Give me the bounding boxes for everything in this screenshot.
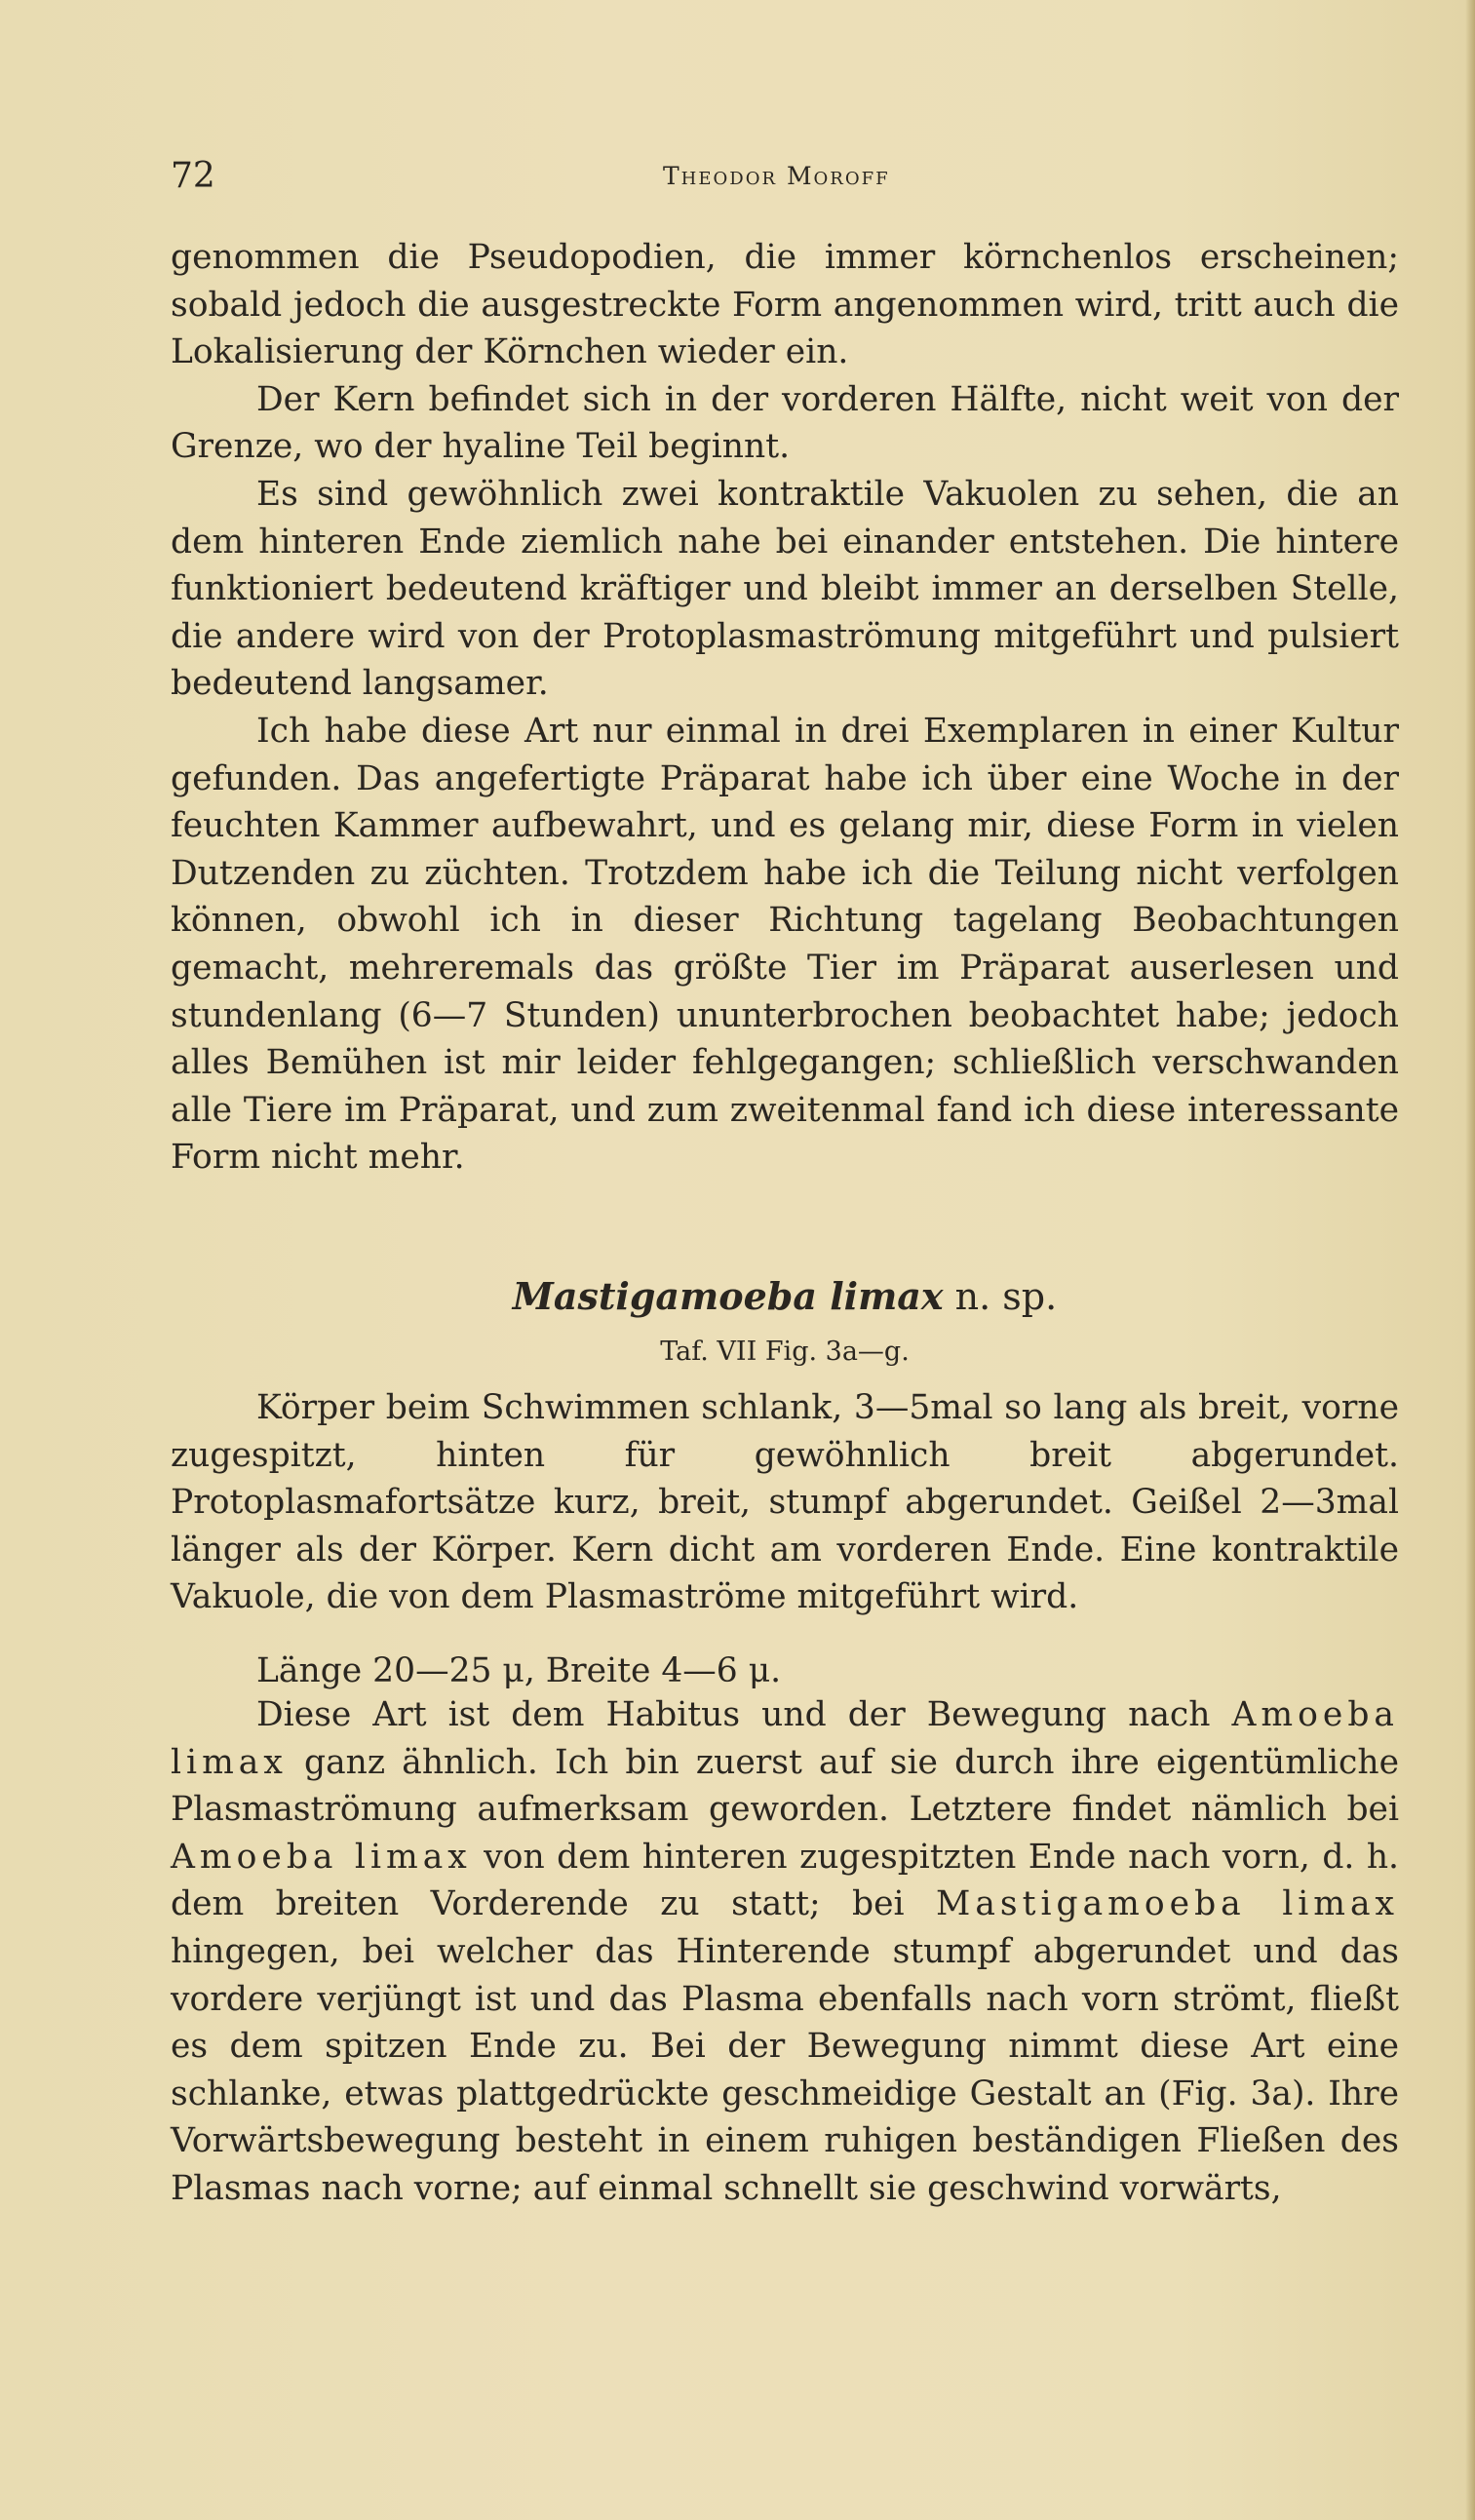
diagnosis-block [171,1384,1399,1621]
body-text-top [171,234,1399,1182]
page-header [171,156,1399,205]
measurements-block [171,1648,1399,1695]
species-heading [171,1272,1399,1321]
paragraph: Ich habe diese Art nur einmal in drei Exemplaren in einer Kultur gefunden. Das angefertigte Präparat habe ich über eine Woche in der feuchten Kammer aufbewahrt, und es gelang mir, diese Form in vielen Dutzenden zu züchten. Trotzdem habe ich die Teilung nicht verfolgen können, obwohl ich in dieser Richtung tagelang Beobachtungen gemacht, mehreremals das größte Tier im Präparat auserlesen und stundenlang (6—7 Stunden) ununterbrochen beobachtet habe; jedoch alles Bemühen ist mir leider fehlgegangen; schließlich verschwanden alle Tiere im Präparat, und zum zweitenmal fand ich diese interessante Form nicht mehr. [171,711,1399,1178]
paragraph [171,1691,1399,2213]
text-run: ganz ähnlich. Ich bin zuerst auf sie durch ihre eigentümliche Plasmaströmung aufmerksam geworden. Letztere findet nämlich bei [171,1742,1399,1830]
species-suffix: n. sp. [943,1275,1058,1318]
page-number: 72 [171,156,215,196]
paragraph: Der Kern befindet sich in der vorderen Hälfte, nicht weit von der Grenze, wo der hyaline Teil beginnt. [171,379,1399,467]
species-name-spaced: Mastigamoeba limax [936,1884,1399,1924]
measurements-text: Länge 20—25 μ, Breite 4—6 μ. [256,1651,782,1690]
text-run: hingegen, bei welcher das Hinterende stumpf abgerundet und das vordere verjüngt ist und das Plasma ebenfalls nach vorn strömt, fließt es dem spitzen Ende zu. Bei der Bewegung nimmt diese Art eine schlanke, etwas plattgedrückte geschmeidige Gestalt an (Fig. 3a). Ihre Vorwärtsbewegung besteht in einem ruhigen beständigen Fließen des Plasmas nach vorne; auf einmal schnellt sie geschwind vorwärts, [171,1931,1399,2208]
text-run: von dem hinteren zugespitzten Ende nach vorn, d. h. dem breiten Vorderende zu statt; bei [171,1837,1400,1924]
text-run: Diese Art ist dem Habitus und der Bewegung nach [256,1695,1232,1734]
paragraph: Es sind gewöhnlich zwei kontraktile Vakuolen zu sehen, die an dem hinteren Ende ziemlich nahe bei einander entstehen. Die hintere funktioniert bedeutend kräftiger und bleibt immer an derselben Stelle, die andere wird von der Protoplasmaströmung mitgeführt und pulsiert bedeutend langsamer. [171,474,1399,704]
species-name: Mastigamoeba limax [512,1274,944,1318]
body-text-bottom [171,1691,1399,2213]
running-head: Theodor Moroff [663,162,890,190]
species-name-spaced: Amoeba limax [171,1837,472,1877]
species-name-spaced: Amoeba limax [171,1695,1399,1782]
page-edge-shadow [1465,0,1475,2520]
figure-reference: Taf. VII Fig. 3a—g. [660,1337,910,1367]
diagnosis-text: Körper beim Schwimmen schlank, 3—5mal so lang als breit, vorne zugespitzt, hinten für gewöhnlich breit abgerundet. Protoplasmafortsätze kurz, breit, stumpf abgerundet. Geißel 2—3mal länger als der Körper. Kern dicht am vorderen Ende. Eine kontraktile Vakuole, die von dem Plasmaströme mitgeführt wird. [171,1388,1399,1617]
paragraph: genommen die Pseudopodien, die immer körnchenlos erscheinen; sobald jedoch die ausgestreckte Form angenommen wird, tritt auch die Lokalisierung der Körnchen wieder ein. [171,238,1399,372]
